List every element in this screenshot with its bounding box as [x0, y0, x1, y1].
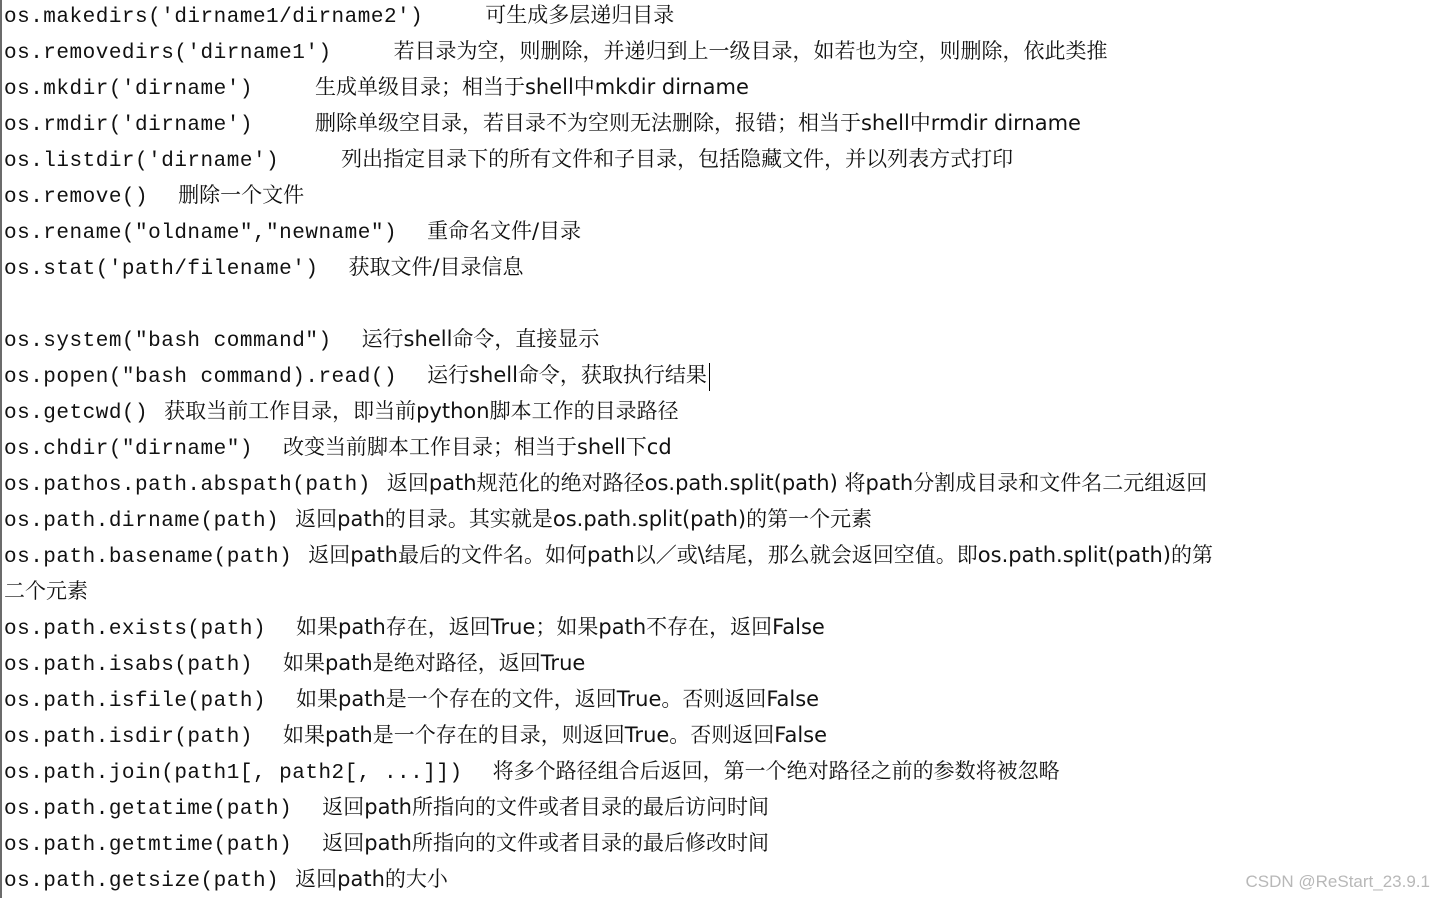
doc-line: [4, 501, 872, 537]
code-description: 如果path是绝对路径，返回True: [282, 651, 586, 675]
code-snippet: os.path.join(path1[, path2[, ...]]): [4, 762, 463, 785]
code-snippet: os.path.isfile(path): [4, 690, 267, 713]
code-snippet: os.path.basename(path): [4, 546, 293, 569]
code-description: 返回path规范化的绝对路径os.path.split(path) 将path分割成目录和文件名二元组返回: [386, 471, 1208, 495]
code-description: 获取当前工作目录，即当前python脚本工作的目录路径: [164, 399, 679, 423]
code-snippet: os.rmdir('dirname'): [4, 114, 253, 137]
doc-line: [4, 141, 1013, 177]
code-description: 可生成多层递归目录: [485, 3, 675, 27]
doc-line: [4, 573, 88, 609]
code-description: 如果path是一个存在的文件，返回True。否则返回False: [296, 687, 820, 711]
doc-line: [4, 249, 524, 285]
doc-line: [4, 861, 448, 897]
doc-line: [4, 393, 679, 429]
code-snippet: os.path.exists(path): [4, 618, 267, 641]
code-snippet: os.removedirs('dirname1'): [4, 42, 332, 65]
code-description: 返回path最后的文件名。如何path以／或\结尾，那么就会返回空值。即os.path.split(path)的第: [308, 543, 1213, 567]
watermark: CSDN @ReStart_23.9.1: [1245, 872, 1430, 891]
doc-line: [4, 105, 1081, 141]
code-snippet: os.mkdir('dirname'): [4, 78, 253, 101]
code-description: 运行shell命令，获取执行结果: [427, 363, 707, 387]
doc-line: [4, 69, 749, 105]
code-snippet: os.system("bash command"): [4, 330, 332, 353]
code-description: 返回path所指向的文件或者目录的最后访问时间: [322, 795, 769, 819]
code-description: 改变当前脚本工作目录；相当于shell下cd: [282, 435, 672, 459]
code-snippet: os.path.getatime(path): [4, 798, 293, 821]
code-description: 返回path所指向的文件或者目录的最后修改时间: [322, 831, 769, 855]
code-description: 返回path的目录。其实就是os.path.split(path)的第一个元素: [295, 507, 873, 531]
doc-line: [4, 0, 674, 33]
doc-line: [4, 321, 599, 357]
doc-line: [4, 33, 1108, 69]
doc-line: [4, 213, 581, 249]
code-snippet: os.path.isdir(path): [4, 726, 253, 749]
code-description: 生成单级目录；相当于shell中mkdir dirname: [314, 75, 749, 99]
doc-line: [4, 465, 1207, 501]
code-description: 运行shell命令，直接显示: [361, 327, 600, 351]
code-description: 返回path的大小: [295, 867, 448, 891]
code-snippet: os.rename("oldname","newname"): [4, 222, 398, 245]
code-description: 二个元素: [4, 579, 88, 603]
code-snippet: os.path.getsize(path): [4, 870, 280, 893]
doc-line: [4, 537, 1213, 573]
code-snippet: os.path.isabs(path): [4, 654, 253, 677]
code-description: 重命名文件/目录: [427, 219, 582, 243]
text-cursor: [709, 363, 710, 391]
code-description: 将多个路径组合后返回，第一个绝对路径之前的参数将被忽略: [492, 759, 1060, 783]
doc-line: [4, 789, 769, 825]
code-snippet: os.getcwd(): [4, 402, 149, 425]
doc-line: [4, 177, 304, 213]
code-snippet: os.path.getmtime(path): [4, 834, 293, 857]
code-snippet: os.listdir('dirname'): [4, 150, 280, 173]
code-snippet: os.path.dirname(path): [4, 510, 280, 533]
code-snippet: os.remove(): [4, 186, 149, 209]
code-description: 列出指定目录下的所有文件和子目录，包括隐藏文件，并以列表方式打印: [341, 147, 1014, 171]
code-snippet: os.makedirs('dirname1/dirname2'): [4, 6, 424, 29]
doc-line: [4, 825, 769, 861]
code-snippet: os.pathos.path.abspath(path): [4, 474, 371, 497]
doc-line: [4, 429, 672, 465]
code-description: 删除一个文件: [178, 183, 305, 207]
code-snippet: os.chdir("dirname"): [4, 438, 253, 461]
doc-line: [4, 645, 585, 681]
doc-line: [4, 753, 1060, 789]
code-description: 如果path存在，返回True；如果path不存在，返回False: [296, 615, 825, 639]
code-snippet: os.popen("bash command).read(): [4, 366, 398, 389]
code-description: 如果path是一个存在的目录，则返回True。否则返回False: [282, 723, 828, 747]
doc-line: [4, 681, 819, 717]
code-description: 删除单级空目录，若目录不为空则无法删除，报错；相当于shell中rmdir dirname: [314, 111, 1081, 135]
code-description: 获取文件/目录信息: [348, 255, 524, 279]
code-snippet: os.stat('path/filename'): [4, 258, 319, 281]
doc-line: [4, 609, 825, 645]
code-description: 若目录为空，则删除，并递归到上一级目录，如若也为空，则删除，依此类推: [393, 39, 1108, 63]
doc-line: [4, 717, 827, 753]
doc-line: [4, 357, 710, 393]
